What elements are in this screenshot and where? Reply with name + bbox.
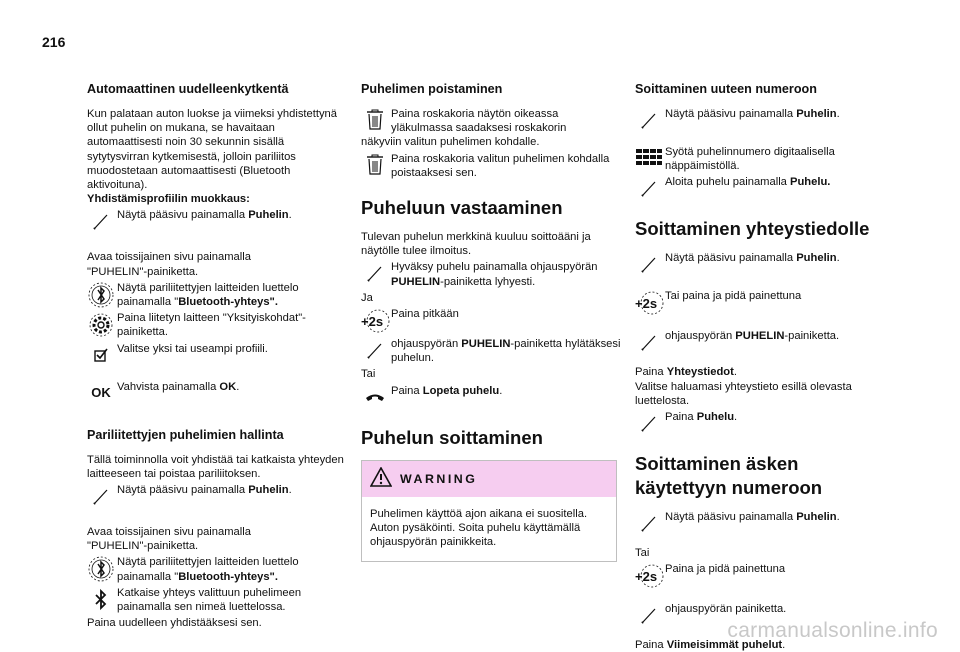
paragraph: Paina Viimeisimmät puhelut. bbox=[635, 639, 786, 652]
conjunction: Tai bbox=[361, 368, 376, 381]
step-row: Paina liitetyn laitteen "Yksityiskohdat"-painiketta. bbox=[87, 311, 347, 339]
stylus-icon bbox=[633, 251, 665, 277]
step-row: ohjauspyörän PUHELIN-painiketta. bbox=[635, 329, 895, 355]
step-row: Paina Lopeta puhelu. bbox=[361, 384, 621, 410]
stylus-icon bbox=[85, 208, 117, 234]
stylus-icon bbox=[633, 175, 665, 201]
step-row: Näytä pääsivu painamalla Puhelin. bbox=[635, 251, 895, 277]
conjunction: Ja bbox=[361, 291, 373, 304]
settings-gear-icon bbox=[85, 311, 117, 339]
heading-delete-phone: Puhelimen poistaminen bbox=[361, 82, 503, 96]
svg-text:+2s: +2s bbox=[635, 569, 658, 585]
page-number: 216 bbox=[42, 34, 66, 50]
paragraph: Avaa toissijainen sivu painamalla bbox=[87, 526, 251, 539]
step-row: Hyväksy puhelu painamalla ohjauspyörän PUHELIN-painiketta lyhyesti. bbox=[361, 260, 621, 288]
step-row: Paina roskakoria valitun puhelimen kohdalla poistaaksesi sen. bbox=[361, 152, 621, 180]
paragraph: Avaa toissijainen sivu painamalla bbox=[87, 251, 251, 264]
paragraph: Tällä toiminnolla voit yhdistää tai katkaista yhteyden laitteeseen tai poistaa pariliitoksen. bbox=[87, 453, 344, 480]
stylus-icon bbox=[85, 483, 117, 509]
step-row: Paina roskakoria näytön oikeassa yläkulmassa saadaksesi roskakorin bbox=[361, 107, 621, 135]
trash-icon bbox=[359, 152, 391, 178]
stylus-icon bbox=[633, 410, 665, 436]
bluetooth-touch-icon bbox=[85, 555, 117, 583]
step-row: Näytä pariliitettyjen laitteiden luettelo painamalla "Bluetooth-yhteys". bbox=[87, 281, 347, 309]
step-row: +2s Tai paina ja pidä painettuna bbox=[635, 289, 895, 317]
paragraph: Tulevan puhelun merkkinä kuuluu soittoääni ja näytölle tulee ilmoitus. bbox=[361, 231, 591, 258]
stylus-icon bbox=[633, 329, 665, 355]
step-row: Katkaise yhteys valittuun puhelimeen painamalla sen nimeä luettelossa. bbox=[87, 586, 347, 614]
step-row: Näytä pääsivu painamalla Puhelin. bbox=[635, 107, 895, 133]
conjunction: Tai bbox=[635, 547, 650, 560]
heading-call-contact: Soittaminen yhteystiedolle bbox=[635, 218, 870, 240]
step-row: +2s Paina ja pidä painettuna bbox=[635, 562, 895, 590]
stylus-icon bbox=[633, 602, 665, 628]
step-row: Näytä pääsivu painamalla Puhelin. bbox=[87, 483, 347, 509]
bluetooth-touch-icon bbox=[85, 281, 117, 309]
step-row: Näytä pääsivu painamalla Puhelin. bbox=[635, 510, 895, 536]
watermark: carmanualsonline.info bbox=[727, 619, 938, 642]
svg-text:+2s: +2s bbox=[635, 296, 658, 312]
heading-recent-number: Soittaminen äsken käytettyyn numeroon bbox=[635, 453, 823, 499]
stylus-icon bbox=[633, 510, 665, 536]
column-3 bbox=[635, 82, 895, 652]
paragraph: Paina Yhteystiedot. bbox=[635, 366, 737, 379]
paragraph: Paina uudelleen yhdistääksesi sen. bbox=[87, 617, 262, 630]
keypad-icon bbox=[633, 145, 665, 171]
long-press-icon bbox=[633, 289, 665, 317]
long-press-icon bbox=[359, 307, 391, 335]
ok-icon: OK bbox=[91, 384, 111, 400]
step-row: ohjauspyörän PUHELIN-painiketta hylätäksesi puhelun. bbox=[361, 337, 621, 365]
subheading: Yhdistämisprofiilin muokkaus: bbox=[87, 193, 250, 206]
trash-icon bbox=[359, 107, 391, 133]
heading-new-number: Soittaminen uuteen numeroon bbox=[635, 82, 817, 96]
heading-answer-call: Puheluun vastaaminen bbox=[361, 197, 563, 219]
stylus-icon bbox=[359, 337, 391, 363]
step-row: OK Vahvista painamalla OK. bbox=[87, 380, 347, 406]
long-press-icon bbox=[633, 562, 665, 590]
warning-title: WARNING bbox=[400, 471, 478, 486]
step-row: ohjauspyörän painiketta. bbox=[635, 602, 895, 628]
paragraph: "PUHELIN"-painiketta. bbox=[87, 540, 199, 553]
heading-make-call: Puhelun soittaminen bbox=[361, 426, 543, 448]
svg-text:+2s: +2s bbox=[361, 314, 384, 330]
heading-auto-reconnect: Automaattinen uudelleenkytkentä bbox=[87, 82, 289, 96]
paragraph: "PUHELIN"-painiketta. bbox=[87, 265, 199, 278]
checkbox-icon bbox=[85, 342, 117, 368]
warning-text: Puhelimen käyttöä ajon aikana ei suositella. Auton pysäköinti. Soita puhelu käyttämällä ohjauspyörän painikkeita. bbox=[370, 507, 588, 549]
column-1 bbox=[87, 82, 347, 630]
step-row: Näytä pääsivu painamalla Puhelin. bbox=[87, 208, 347, 234]
paragraph: näkyviin valitun puhelimen kohdalle. bbox=[361, 136, 540, 149]
step-row: +2s Paina pitkään bbox=[361, 307, 621, 335]
step-row: Aloita puhelu painamalla Puhelu. bbox=[635, 175, 895, 201]
warning-header bbox=[362, 461, 616, 497]
warning-box bbox=[361, 460, 617, 563]
step-row: Syötä puhelinnumero digitaalisella näppäimistöllä. bbox=[635, 145, 895, 173]
hang-up-icon bbox=[359, 384, 391, 410]
stylus-icon bbox=[359, 260, 391, 286]
column-2 bbox=[361, 82, 621, 562]
stylus-icon bbox=[633, 107, 665, 133]
step-row: Paina Puhelu. bbox=[635, 410, 895, 436]
bluetooth-icon bbox=[85, 586, 117, 614]
heading-manage-phones: Pariliitettyjen puhelimien hallinta bbox=[87, 427, 284, 442]
paragraph: Valitse haluamasi yhteystieto esillä olevasta luettelosta. bbox=[635, 380, 852, 407]
step-row: Valitse yksi tai useampi profiili. bbox=[87, 342, 347, 368]
warning-triangle-icon bbox=[370, 467, 392, 491]
step-row: Näytä pariliitettyjen laitteiden luettelo painamalla "Bluetooth-yhteys". bbox=[87, 555, 347, 583]
paragraph: Kun palataan auton luokse ja viimeksi yhdistettynä ollut puhelin on mukana, se havaitaan automaattisesti noin 30 sekunnin sisällä sytytysvirran kytkemisestä, jolloin pariliitos muodostetaan automaattisesti (Bluetooth aktivoituna). bbox=[87, 108, 338, 192]
